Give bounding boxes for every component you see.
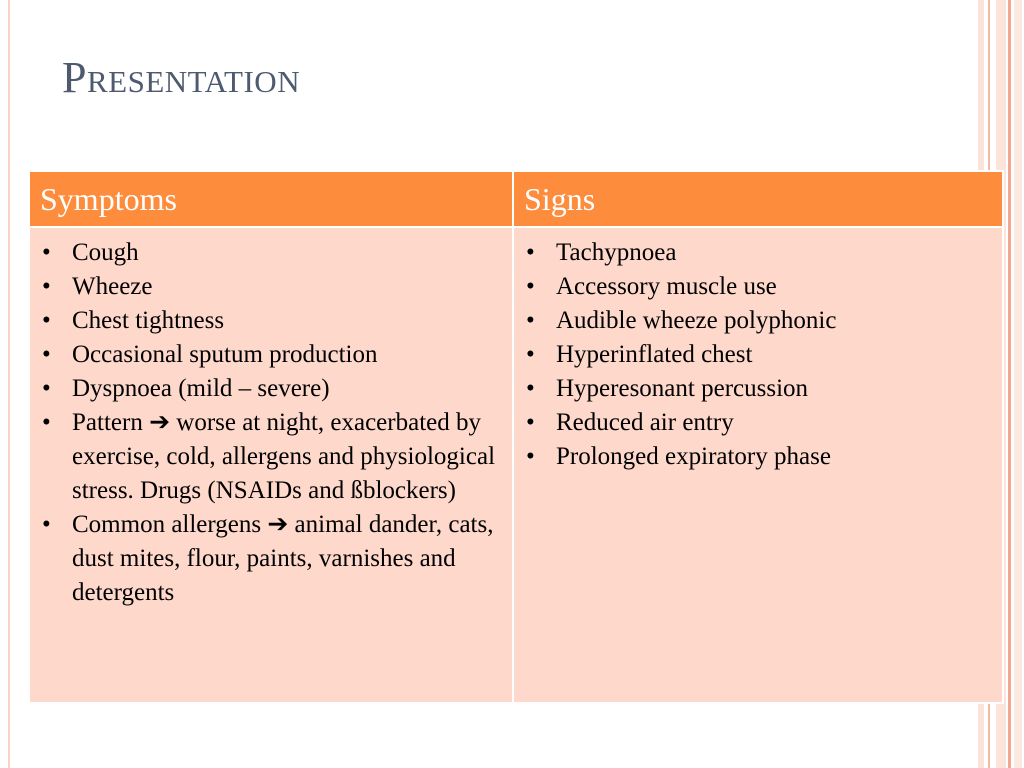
list-item: • Hyperesonant percussion bbox=[524, 372, 992, 406]
list-item: • Pattern ➔ worse at night, exacerbated by exercise, cold, allergens and physiological stress. Drugs (NSAIDs and ßblockers) bbox=[40, 406, 502, 508]
list-item: • Common allergens ➔ animal dander, cats, dust mites, flour, paints, varnishes and detergents bbox=[40, 508, 502, 610]
symptoms-cell bbox=[29, 227, 513, 703]
list-item: • Chest tightness bbox=[40, 304, 502, 338]
list-item: • Cough bbox=[40, 236, 502, 270]
list-item: • Audible wheeze polyphonic bbox=[524, 304, 992, 338]
right-decor-stripe bbox=[1008, 0, 1011, 768]
list-item: • Occasional sputum production bbox=[40, 338, 502, 372]
list-item: • Accessory muscle use bbox=[524, 270, 992, 304]
list-item: • Reduced air entry bbox=[524, 406, 992, 440]
list-item: • Wheeze bbox=[40, 270, 502, 304]
presentation-table bbox=[28, 170, 1004, 704]
table-header-row bbox=[29, 171, 1003, 227]
list-item: • Tachypnoea bbox=[524, 236, 992, 270]
symptoms-list bbox=[40, 236, 502, 610]
list-item: • Dyspnoea (mild – severe) bbox=[40, 372, 502, 406]
table-row bbox=[29, 227, 1003, 703]
list-item: • Hyperinflated chest bbox=[524, 338, 992, 372]
header-symptoms: Symptoms bbox=[29, 171, 513, 227]
slide-title: Presentation bbox=[62, 53, 301, 102]
header-signs: Signs bbox=[513, 171, 1003, 227]
left-border-line bbox=[8, 0, 10, 768]
right-decor-stripe bbox=[1014, 0, 1022, 768]
signs-cell bbox=[513, 227, 1003, 703]
list-item: • Prolonged expiratory phase bbox=[524, 440, 992, 474]
signs-list bbox=[524, 236, 992, 474]
